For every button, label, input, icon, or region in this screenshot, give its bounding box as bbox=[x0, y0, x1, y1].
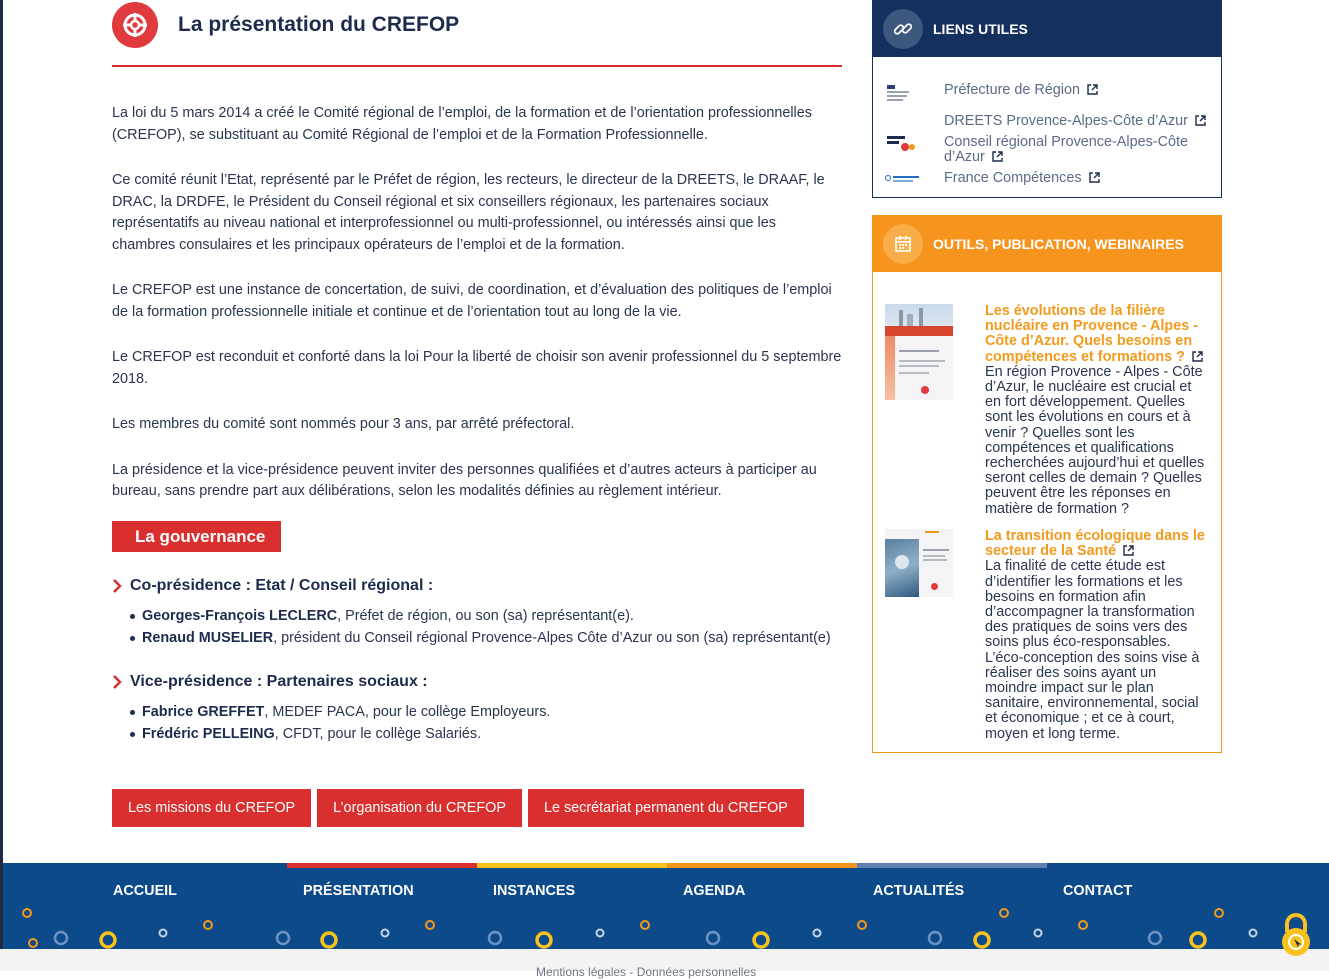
link-icon bbox=[883, 9, 923, 49]
nav-actualites[interactable]: ACTUALITÉS bbox=[873, 883, 965, 899]
publication-item bbox=[885, 529, 1207, 742]
publication-title: Les évolutions de la filière nucléaire en Provence - Alpes - Côte d’Azur. Quels besoins en compétences et formations ? bbox=[985, 303, 1199, 365]
vicepresidence-label: Vice-présidence : Partenaires sociaux : bbox=[130, 673, 428, 690]
governance-heading: La gouvernance bbox=[112, 521, 281, 552]
lifebuoy-icon bbox=[112, 2, 158, 48]
member-role: , président du Conseil régional Provence-Alpes Côte d’Azur ou son (sa) représentant(e) bbox=[273, 630, 831, 646]
link-label: France Compétences bbox=[944, 170, 1082, 186]
secretariat-button[interactable]: Le secrétariat permanent du CREFOP bbox=[528, 789, 804, 827]
paragraph: La loi du 5 mars 2014 a créé le Comité régional de l’emploi, de la formation et de l’orientation professionnelles (CREFOP), se substituant au Comité Régional de l’emploi et de la Formation Professionnelle. bbox=[112, 105, 812, 143]
link-prefecture[interactable] bbox=[885, 83, 1206, 105]
list-item bbox=[130, 627, 831, 649]
nav-contact[interactable]: CONTACT bbox=[1063, 883, 1133, 899]
link-label: DREETS Provence-Alpes-Côte d’Azur bbox=[944, 113, 1188, 129]
nav-color-bar bbox=[857, 863, 1047, 868]
france-competences-logo-icon bbox=[885, 171, 921, 193]
nav-color-bar bbox=[97, 863, 287, 868]
member-name: Fabrice GREFFET bbox=[142, 704, 265, 720]
nav-color-bar bbox=[477, 863, 667, 868]
prefecture-logo-icon bbox=[885, 83, 921, 105]
external-link-icon bbox=[1195, 115, 1206, 126]
legal-links[interactable]: Mentions légales - Données personnelles bbox=[536, 965, 757, 979]
publication-title-link[interactable] bbox=[985, 529, 1207, 559]
footer-nav bbox=[3, 863, 1329, 949]
publication-title-link[interactable] bbox=[985, 304, 1207, 365]
useful-links-title: LIENS UTILES bbox=[933, 21, 1028, 37]
link-dreets[interactable] bbox=[885, 114, 1206, 136]
member-role: , MEDEF PACA, pour le collège Employeurs. bbox=[264, 704, 551, 720]
nav-menu bbox=[97, 883, 1237, 899]
nav-accueil[interactable]: ACCUEIL bbox=[113, 883, 177, 899]
title-divider bbox=[112, 65, 842, 67]
calendar-icon bbox=[883, 224, 923, 264]
external-link-icon bbox=[1123, 545, 1134, 556]
copresidence-list bbox=[130, 605, 831, 649]
nav-instances[interactable]: INSTANCES bbox=[493, 883, 576, 899]
nav-color-bars bbox=[97, 863, 1237, 868]
nav-color-bar bbox=[667, 863, 857, 868]
vicepresidence-heading bbox=[112, 673, 428, 691]
paragraph: Le CREFOP est reconduit et conforté dans la loi Pour la liberté de choisir son avenir professionnel du 5 septembre 2018. bbox=[112, 349, 842, 387]
tools-header bbox=[873, 216, 1221, 272]
subpage-buttons bbox=[112, 789, 804, 827]
decorative-pattern bbox=[3, 903, 1329, 949]
dreets-logo-icon bbox=[885, 114, 921, 136]
nav-presentation[interactable]: PRÉSENTATION bbox=[303, 883, 414, 899]
external-link-icon bbox=[1192, 351, 1203, 362]
window-edge bbox=[0, 0, 3, 971]
publication-summary: En région Provence - Alpes - Côte d’Azur, le nucléaire est crucial et en fort développement. Quelles sont les évolutions en cours et à venir ? Quelles sont les compétences et qualifications recherchées aujourd’hui et quelles seront celles de demain ? Quelles peuvent être les réponses en matière de formation ? bbox=[985, 363, 1205, 517]
link-conseil-regional[interactable] bbox=[885, 135, 1206, 165]
link-label: Conseil régional Provence-Alpes-Côte d’Azur bbox=[944, 134, 1188, 165]
member-role: , CFDT, pour le collège Salariés. bbox=[274, 726, 482, 742]
pattern-tiles bbox=[23, 909, 1257, 947]
paragraph: Ce comité réunit l’Etat, représenté par le Préfet de région, les recteurs, le directeur de la DREETS, le DRAAF, le DRAC, la DRDFE, le Président du Conseil régional et six conseillers régionaux, les partenaires sociaux représentatifs au niveau national et interprofessionnel ou multi-professionnel, ou intéressés ainsi que les chambres consulaires et les principaux opérateurs de l’emploi et de la formation. bbox=[112, 172, 825, 253]
nav-color-bar bbox=[287, 863, 477, 868]
list-item bbox=[130, 723, 550, 745]
nav-agenda[interactable]: AGENDA bbox=[683, 883, 746, 899]
external-link-icon bbox=[992, 151, 1003, 162]
useful-links-panel bbox=[872, 0, 1222, 198]
publication-cover-image bbox=[885, 304, 953, 400]
organisation-button[interactable]: L’organisation du CREFOP bbox=[317, 789, 522, 827]
page-title: La présentation du CREFOP bbox=[178, 13, 460, 36]
member-role: , Préfet de région, ou son (sa) représentant(e). bbox=[337, 608, 634, 624]
accessibility-lock-icon[interactable] bbox=[1279, 912, 1313, 958]
copresidence-heading bbox=[112, 577, 433, 595]
paragraph: Le CREFOP est une instance de concertation, de suivi, de coordination, et d’évaluation des politiques de l’emploi de la formation professionnelle initiale et continue et de l’orientation tout au long de la vie. bbox=[112, 282, 832, 320]
publication-item bbox=[885, 304, 1207, 517]
publication-cover-image bbox=[885, 529, 953, 597]
chevron-right-icon bbox=[112, 675, 123, 689]
link-label: Préfecture de Région bbox=[944, 82, 1080, 98]
member-name: Georges-François LECLERC bbox=[142, 608, 338, 624]
paragraph: La présidence et la vice-présidence peuvent inviter des personnes qualifiées et d’autres acteurs à participer au bureau, sans prendre part aux délibérations, selon les modalités définies au règlement intérieur. bbox=[112, 461, 817, 499]
publication-title: La transition écologique dans le secteur de la Santé bbox=[985, 528, 1205, 560]
chevron-right-icon bbox=[112, 579, 123, 593]
link-france-competences[interactable] bbox=[885, 171, 1206, 193]
list-item bbox=[130, 701, 550, 723]
useful-links-header bbox=[873, 1, 1221, 57]
vicepresidence-list bbox=[130, 701, 550, 745]
external-link-icon bbox=[1087, 84, 1098, 95]
nav-color-bar bbox=[1047, 863, 1237, 868]
list-item bbox=[130, 605, 831, 627]
tools-title: OUTILS, PUBLICATION, WEBINAIRES bbox=[933, 236, 1184, 252]
tools-panel bbox=[872, 215, 1222, 753]
member-name: Frédéric PELLEING bbox=[142, 726, 275, 742]
external-link-icon bbox=[1089, 172, 1100, 183]
missions-button[interactable]: Les missions du CREFOP bbox=[112, 789, 311, 827]
page-title-row bbox=[112, 2, 459, 48]
member-name: Renaud MUSELIER bbox=[142, 630, 274, 646]
region-sud-logo-icon bbox=[885, 135, 921, 157]
intro-text bbox=[112, 103, 842, 527]
copresidence-label: Co-présidence : Etat / Conseil régional : bbox=[130, 577, 434, 594]
paragraph: Les membres du comité sont nommés pour 3 ans, par arrêté préfectoral. bbox=[112, 416, 575, 432]
publication-summary: La finalité de cette étude est d’identifier les formations et les besoins en formation afin d’accompagner la transformation des pratiques de soins vers des soins plus éco-responsables. L’éco-conception des soins vise à réaliser des soins ayant un moindre impact sur le plan sanitaire, environnemental, social et économique ; et ce à court, moyen et long terme. bbox=[985, 558, 1200, 742]
